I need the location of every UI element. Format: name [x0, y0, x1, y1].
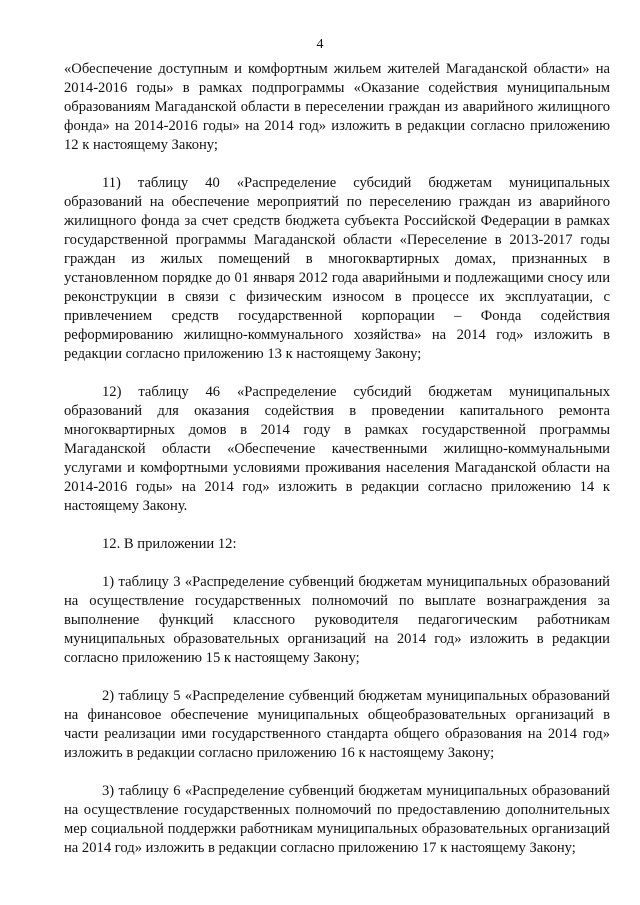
paragraph-item-1: 1) таблицу 3 «Распределение субвенций бюджетам муниципальных образований на осуществление государственных полномочий по выплате вознаграждения за выполнение функций классного руководителя педагогическим работникам муниципальных образовательных организаций на 2014 год» изложить в редакции согласно приложению 15 к настоящему Закону; [64, 574, 610, 666]
page-number: 4 [316, 37, 324, 52]
section-heading-appendix-12: 12. В приложении 12: [102, 536, 237, 552]
paragraph-item-12: 12) таблицу 46 «Распределение субсидий бюджетам муниципальных образований для оказания содействия в проведении капитального ремонта многоквартирных домов в 2014 году в рамках государственной программы Магаданской области «Обеспечение качественными жилищно-коммунальными услугами и комфортными условиями проживания населения Магаданской области на 2014-2016 годы» на 2014 год» изложить в редакции согласно приложению 14 к настоящему Закону. [64, 384, 610, 514]
paragraph-continuation: «Обеспечение доступным и комфортным жильем жителей Магаданской области» на 2014-2016 годы» в рамках подпрограммы «Оказание содействия муниципальным образованиям Магаданской области в переселении граждан из аварийного жилищного фонда» на 2014-2016 годы» на 2014 год» изложить в редакции согласно приложению 12 к настоящему Закону; [64, 61, 610, 153]
paragraph-item-2: 2) таблицу 5 «Распределение субвенций бюджетам муниципальных образований на финансовое обеспечение муниципальных общеобразовательных организаций в части реализации ими государственного стандарта общего образования на 2014 год» изложить в редакции согласно приложению 16 к настоящему Закону; [64, 688, 610, 761]
document-body [64, 60, 610, 858]
paragraph-item-3: 3) таблицу 6 «Распределение субвенций бюджетам муниципальных образований на осуществление государственных полномочий по предоставлению дополнительных мер социальной поддержки работникам муниципальных образовательных организаций на 2014 год» изложить в редакции согласно приложению 17 к настоящему Закону; [64, 783, 610, 856]
paragraph-item-11: 11) таблицу 40 «Распределение субсидий бюджетам муниципальных образований на обеспечение мероприятий по переселению граждан из аварийного жилищного фонда за счет средств бюджета субъекта Российской Федерации в рамках государственной программы Магаданской области «Переселение в 2013-2017 годы граждан из жилых помещений в многоквартирных домах, признанных в установленном порядке до 01 января 2012 года аварийными и подлежащими сносу или реконструкции в связи с физическим износом в процессе их эксплуатации, с привлечением средств государственной корпорации – Фонда содействия реформированию жилищно-коммунального хозяйства» на 2014 год» изложить в редакции согласно приложению 13 к настоящему Закону; [64, 175, 610, 362]
